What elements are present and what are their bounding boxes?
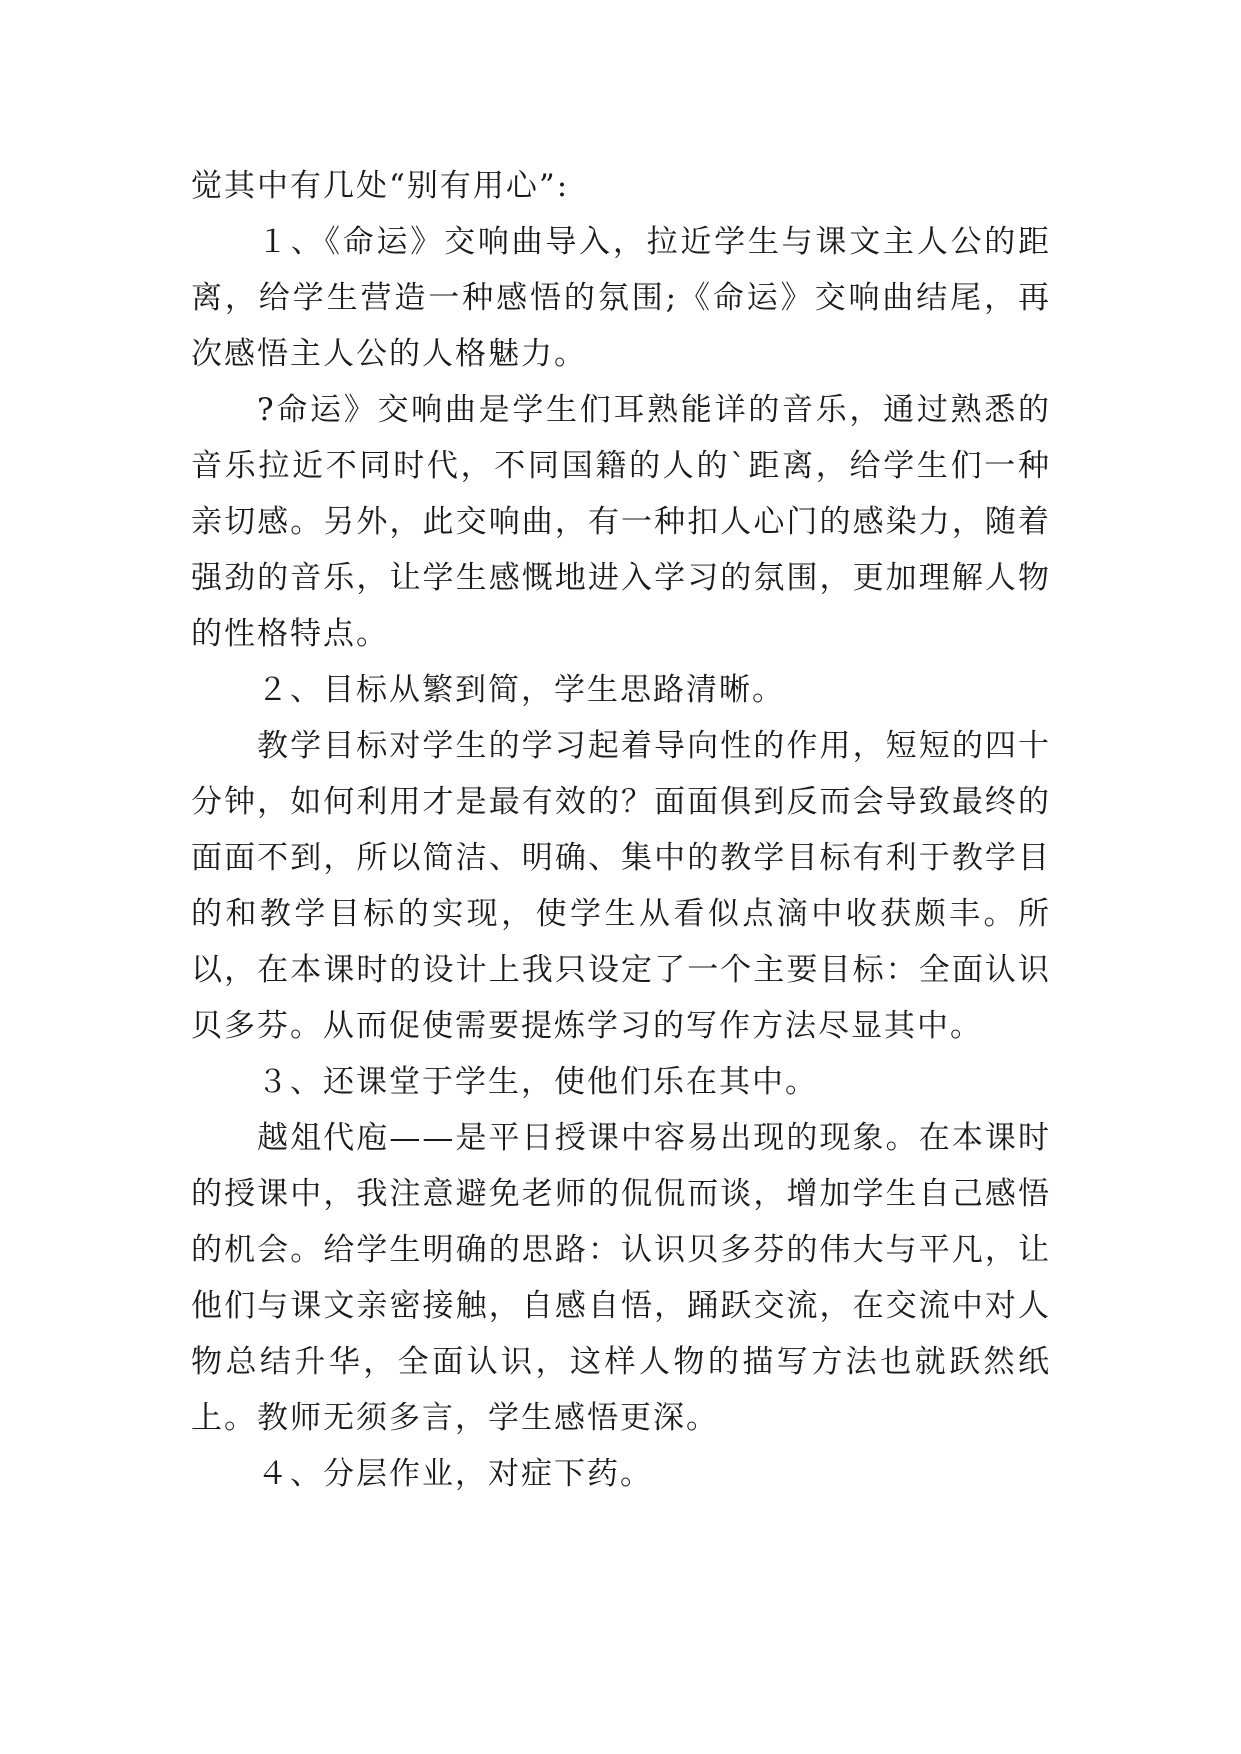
paragraph-5: 教学目标对学生的学习起着导向性的作用，短短的四十分钟，如何利用才是最有效的？面面俱到反而会导致最终的面面不到，所以简洁、明确、集中的教学目标有利于教学目的和教学目标的实现，使学生从看似点滴中收获颇丰。所以，在本课时的设计上我只设定了一个主要目标：全面认识贝多芬。从而促使需要提炼学习的写作方法尽显其中。 <box>191 728 1051 1044</box>
paragraph-7: 越俎代庖——是平日授课中容易出现的现象。在本课时的授课中，我注意避免老师的侃侃而谈，增加学生自己感悟的机会。给学生明确的思路：认识贝多芬的伟大与平凡，让他们与课文亲密接触，自感自悟，踊跃交流，在交流中对人物总结升华，全面认识，这样人物的描写方法也就跃然纸上。教师无须多言，学生感悟更深。 <box>191 1120 1051 1436</box>
paragraph-3: ?命运》交响曲是学生们耳熟能详的音乐，通过熟悉的音乐拉近不同时代，不同国籍的人的`距离，给学生们一种亲切感。另外，此交响曲，有一种扣人心门的感染力，随着强劲的音乐，让学生感慨地进入学习的氛围，更加理解人物的性格特点。 <box>191 392 1051 652</box>
document-body <box>191 158 1051 1502</box>
paragraph-1: 觉其中有几处“别有用心”: <box>191 168 570 204</box>
paragraph-2: １、《命运》交响曲导入，拉近学生与课文主人公的距离，给学生营造一种感悟的氛围;《命运》交响曲结尾，再次感悟主人公的人格魅力。 <box>191 224 1051 372</box>
paragraph-8: ４、分层作业，对症下药。 <box>257 1456 653 1492</box>
paragraph-4: ２、目标从繁到简，学生思路清晰。 <box>257 672 785 708</box>
paragraph-6: ３、还课堂于学生，使他们乐在其中。 <box>257 1064 818 1100</box>
